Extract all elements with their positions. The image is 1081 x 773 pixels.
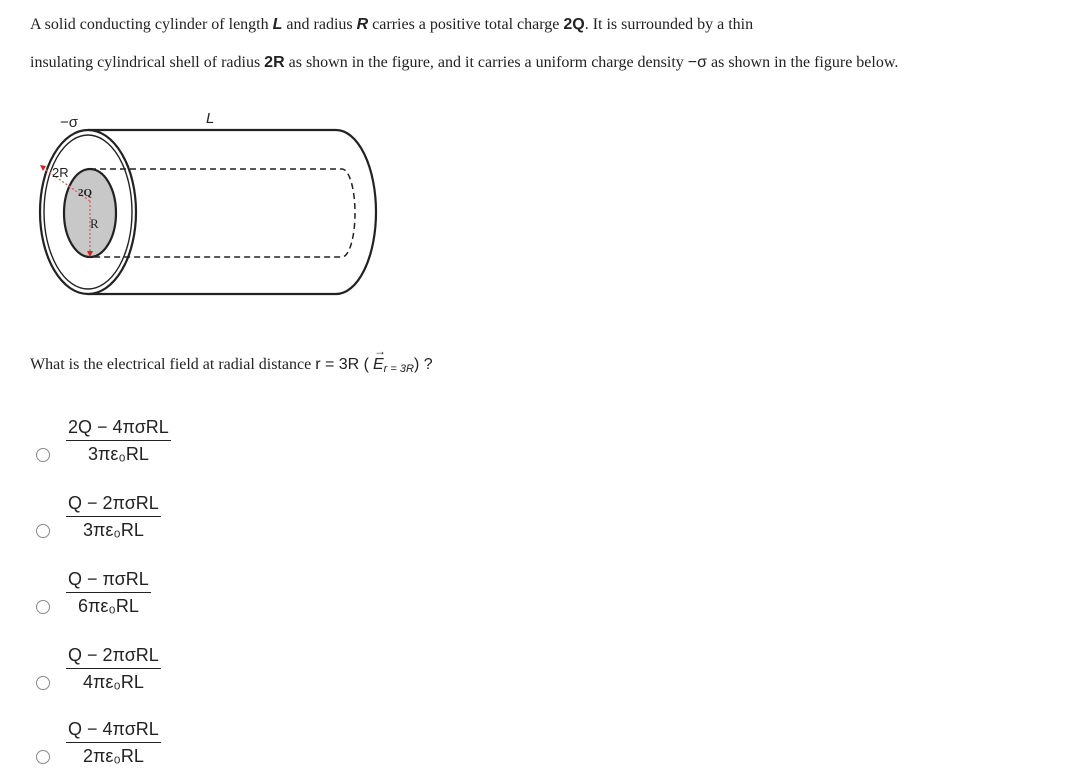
question-expression-end: ) ? (413, 356, 433, 373)
option-fraction (66, 718, 161, 767)
radio-button[interactable] (36, 600, 50, 614)
problem-text: . It is surrounded by a thin (584, 16, 754, 33)
answer-option-1[interactable] (36, 405, 276, 465)
option-denominator: 3πε₀RL (82, 520, 144, 540)
radio-button[interactable] (36, 524, 50, 538)
outer-radius-arrowhead (40, 165, 46, 171)
problem-text: A solid conducting cylinder of length (30, 16, 273, 33)
answer-option-4[interactable] (36, 633, 276, 693)
shell-radius-symbol: 2R (264, 54, 285, 71)
option-denominator: 3πε₀RL (87, 444, 149, 464)
inner-radius-label: R (90, 216, 99, 231)
outer-radius-label: 2R (52, 165, 69, 180)
problem-text: as shown in the figure below. (706, 54, 899, 71)
option-fraction (66, 568, 151, 617)
cylinder-figure (28, 103, 388, 303)
inner-charge-label: 2Q (78, 187, 93, 199)
sigma-label: −σ (60, 114, 79, 131)
radio-button[interactable] (36, 676, 50, 690)
option-numerator: Q − 2πσRL (66, 492, 161, 517)
charge-symbol: 2Q (563, 16, 585, 33)
radio-button[interactable] (36, 448, 50, 462)
option-denominator: 6πε₀RL (77, 596, 139, 616)
option-denominator: 2πε₀RL (82, 746, 144, 766)
problem-text: carries a positive total charge (368, 16, 564, 33)
problem-text: insulating cylindrical shell of radius (30, 54, 265, 71)
option-fraction (66, 644, 161, 693)
field-symbol: → E (373, 356, 384, 374)
option-fraction (66, 492, 161, 541)
problem-text: and radius (282, 16, 357, 33)
option-numerator: 2Q − 4πσRL (66, 416, 171, 441)
option-numerator: Q − πσRL (66, 568, 151, 593)
question-expression-start: r = 3R ( (315, 356, 369, 373)
problem-line-1 (30, 16, 753, 34)
problem-text: as shown in the figure, and it carries a uniform charge density (284, 54, 688, 71)
option-fraction (66, 416, 171, 465)
field-subscript: r = 3R (383, 363, 414, 375)
answer-option-3[interactable] (36, 557, 276, 617)
length-label: L (206, 110, 215, 127)
option-numerator: Q − 2πσRL (66, 644, 161, 669)
density-symbol: −σ (687, 54, 707, 71)
question-prefix: What is the electrical field at radial distance (30, 356, 316, 373)
problem-line-2 (30, 54, 898, 72)
answer-option-5[interactable] (36, 707, 276, 767)
length-symbol: L (272, 16, 283, 33)
option-denominator: 4πε₀RL (82, 672, 144, 692)
answer-option-2[interactable] (36, 481, 276, 541)
radio-button[interactable] (36, 750, 50, 764)
question-text (30, 356, 433, 374)
radius-symbol: R (356, 16, 369, 33)
option-numerator: Q − 4πσRL (66, 718, 161, 743)
